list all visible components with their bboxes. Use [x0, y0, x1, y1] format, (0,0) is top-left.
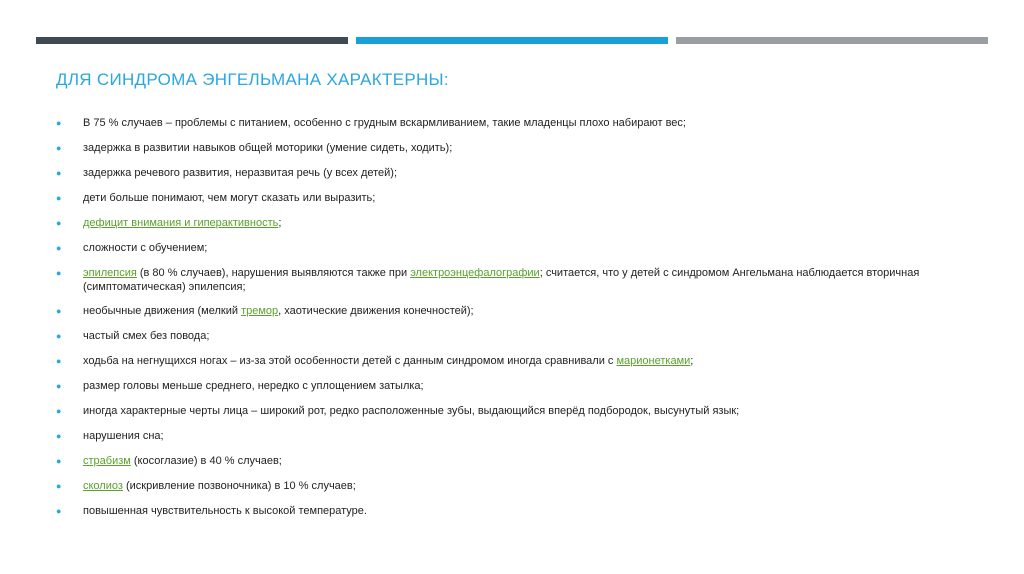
list-item: ● повышенная чувствительность к высокой температуре. — [56, 505, 367, 517]
list-item: ● эпилепсия (в 80 % случаев), нарушения выявляются также при электроэнцефалографии; считается, что у детей с синдромом Ангельмана наблюдается вторичная (симптоматическая) эпилепсия; — [56, 267, 920, 293]
bullet-icon: ● — [56, 118, 62, 128]
bullet-icon: ● — [56, 456, 62, 466]
list-item: ● необычные движения (мелкий тремор, хаотические движения конечностей); — [56, 305, 474, 317]
link-eeg[interactable]: электроэнцефалографии — [410, 267, 540, 279]
bullet-icon: ● — [56, 268, 62, 278]
link-marionettes[interactable]: марионетками — [616, 355, 691, 367]
top-bar-dark — [36, 37, 348, 44]
link-adhd[interactable]: дефицит внимания и гиперактивность — [83, 217, 279, 229]
list-item: ● дефицит внимания и гиперактивность; — [56, 217, 282, 229]
list-item: ● задержка в развитии навыков общей моторики (умение сидеть, ходить); — [56, 142, 453, 154]
top-bar-blue — [356, 37, 668, 44]
link-strabismus[interactable]: страбизм — [83, 455, 131, 467]
bullet-icon: ● — [56, 381, 62, 391]
link-epilepsy[interactable]: эпилепсия — [83, 267, 137, 279]
bullet-list — [56, 116, 956, 529]
link-scoliosis[interactable]: сколиоз — [83, 480, 123, 492]
slide-title: ДЛЯ СИНДРОМА ЭНГЕЛЬМАНА ХАРАКТЕРНЫ: — [56, 70, 449, 89]
list-item: ● В 75 % случаев – проблемы с питанием, особенно с грудным вскармливанием, такие младенцы плохо набирают вес; — [56, 117, 686, 129]
bullet-icon: ● — [56, 193, 62, 203]
top-bar-gray — [676, 37, 988, 44]
bullet-icon: ● — [56, 218, 62, 228]
list-item: ● нарушения сна; — [56, 430, 164, 442]
list-item: ● задержка речевого развития, неразвитая речь (у всех детей); — [56, 167, 398, 179]
bullet-icon: ● — [56, 406, 62, 416]
bullet-icon: ● — [56, 356, 62, 366]
bullet-icon: ● — [56, 243, 62, 253]
bullet-icon: ● — [56, 431, 62, 441]
list-item: ● сложности с обучением; — [56, 242, 208, 254]
list-item: ● иногда характерные черты лица – широкий рот, редко расположенные зубы, выдающийся вперёд подбородок, высунутый язык; — [56, 405, 740, 417]
link-tremor[interactable]: тремор — [241, 305, 279, 317]
list-item: ● размер головы меньше среднего, нередко с уплощением затылка; — [56, 380, 424, 392]
bullet-icon: ● — [56, 143, 62, 153]
bullet-icon: ● — [56, 306, 62, 316]
bullet-icon: ● — [56, 506, 62, 516]
list-item: ● страбизм (косоглазие) в 40 % случаев; — [56, 455, 282, 467]
list-item: ● сколиоз (искривление позвоночника) в 10 % случаев; — [56, 480, 356, 492]
list-item: ● ходьба на негнущихся ногах – из-за этой особенности детей с данным синдромом иногда сравнивали с марионетками; — [56, 355, 694, 367]
list-item: ● частый смех без повода; — [56, 330, 210, 342]
bullet-icon: ● — [56, 168, 62, 178]
bullet-icon: ● — [56, 331, 62, 341]
bullet-icon: ● — [56, 481, 62, 491]
list-item: ● дети больше понимают, чем могут сказать или выразить; — [56, 192, 376, 204]
